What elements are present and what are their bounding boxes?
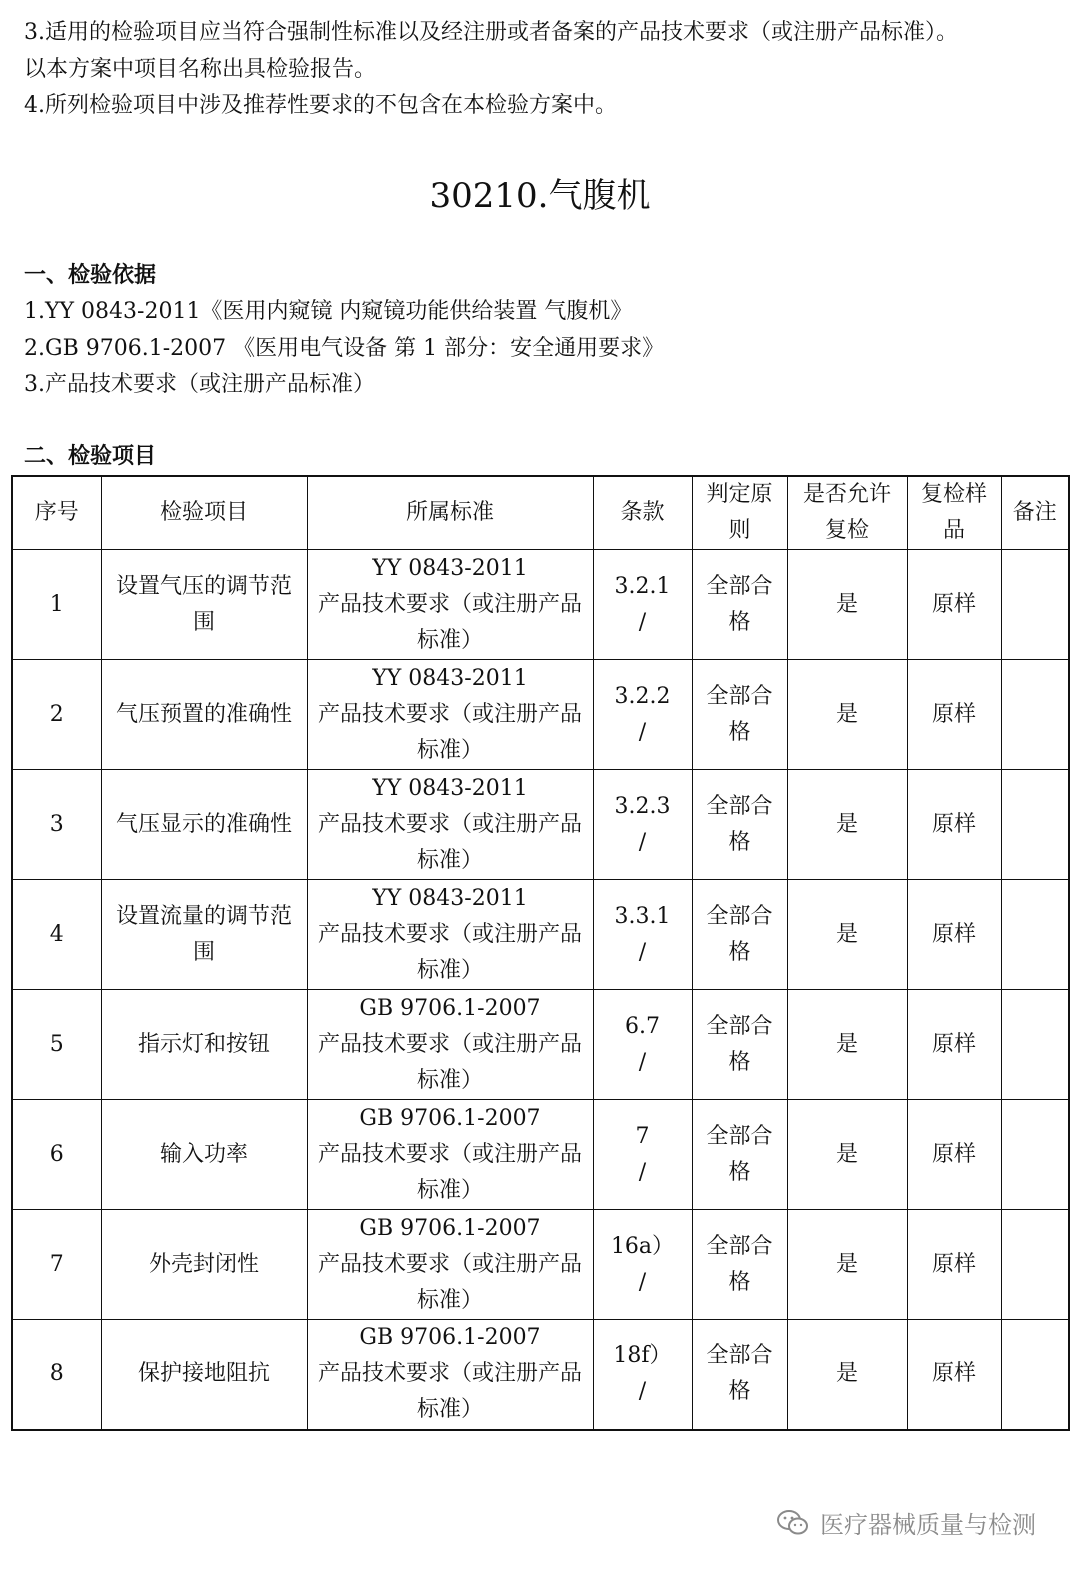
cell-no-text: 8 bbox=[49, 1361, 64, 1387]
header-recheck: 是否允许复检 bbox=[787, 476, 907, 550]
cell-recheck-text: 是 bbox=[835, 701, 858, 727]
cell-sample-text: 原样 bbox=[931, 1251, 976, 1277]
cell-item bbox=[101, 770, 307, 880]
basis-item-2: 2.GB 9706.1-2007 《医用电气设备 第 1 部分：安全通用要求》 bbox=[24, 336, 665, 361]
section-heading-basis: 一、检验依据 bbox=[24, 263, 157, 288]
cell-standard bbox=[307, 880, 593, 990]
cell-clause-text: 7 bbox=[635, 1123, 650, 1149]
cell-item-text: 外壳封闭性 bbox=[148, 1251, 259, 1277]
cell-standard bbox=[307, 1320, 593, 1430]
cell-recheck-text: 是 bbox=[835, 1251, 858, 1277]
cell-standard-text: GB 9706.1-2007 bbox=[359, 1105, 541, 1131]
cell-clause bbox=[593, 880, 692, 990]
cell-no bbox=[12, 1100, 101, 1210]
cell-item bbox=[101, 550, 307, 660]
cell-item bbox=[101, 990, 307, 1100]
cell-rule-text: 全部合格 bbox=[706, 1013, 773, 1075]
cell-clause-text: 3.2.1 bbox=[614, 573, 671, 599]
cell-standard-text: YY 0843-2011 bbox=[372, 885, 528, 911]
cell-sample bbox=[907, 1210, 1001, 1320]
cell-recheck-text: 是 bbox=[835, 591, 858, 617]
table-row bbox=[12, 1210, 1069, 1320]
cell-recheck-text: 是 bbox=[835, 811, 858, 837]
cell-note bbox=[1001, 550, 1069, 660]
header-standard: 所属标准 bbox=[307, 476, 593, 550]
cell-sample-text: 原样 bbox=[931, 1031, 976, 1057]
cell-no bbox=[12, 1210, 101, 1320]
header-rule: 判定原则 bbox=[692, 476, 787, 550]
cell-no bbox=[12, 770, 101, 880]
cell-no bbox=[12, 550, 101, 660]
cell-sample bbox=[907, 1100, 1001, 1210]
cell-rule bbox=[692, 770, 787, 880]
cell-rule bbox=[692, 990, 787, 1100]
cell-rule-text: 全部合格 bbox=[706, 793, 773, 855]
header-item: 检验项目 bbox=[101, 476, 307, 550]
cell-clause-text: 3.2.2 bbox=[614, 683, 671, 709]
cell-standard-text: GB 9706.1-2007 bbox=[359, 1325, 541, 1351]
inspection-table bbox=[11, 475, 1070, 1431]
cell-recheck bbox=[787, 880, 907, 990]
cell-sample-text: 原样 bbox=[931, 591, 976, 617]
cell-no bbox=[12, 1320, 101, 1430]
cell-clause-text: 3.2.3 bbox=[614, 793, 671, 819]
cell-sample bbox=[907, 990, 1001, 1100]
cell-item-text: 设置流量的调节范围 bbox=[115, 903, 292, 965]
cell-standard-text: 产品技术要求（或注册产品标准） bbox=[317, 921, 582, 983]
cell-item-text: 气压预置的准确性 bbox=[115, 701, 292, 727]
cell-clause bbox=[593, 550, 692, 660]
cell-recheck bbox=[787, 1320, 907, 1430]
cell-no-text: 5 bbox=[49, 1031, 64, 1057]
cell-recheck-text: 是 bbox=[835, 1141, 858, 1167]
watermark bbox=[776, 1505, 1036, 1540]
cell-sample bbox=[907, 550, 1001, 660]
cell-sample-text: 原样 bbox=[931, 701, 976, 727]
intro-line-1: 3.适用的检验项目应当符合强制性标准以及经注册或者备案的产品技术要求（或注册产品标准）。 bbox=[24, 20, 958, 45]
table-header-row bbox=[12, 476, 1069, 550]
cell-clause bbox=[593, 1210, 692, 1320]
cell-rule-text: 全部合格 bbox=[706, 573, 773, 635]
cell-clause bbox=[593, 660, 692, 770]
cell-standard bbox=[307, 990, 593, 1100]
cell-clause-text: 3.3.1 bbox=[614, 903, 671, 929]
cell-standard-text: YY 0843-2011 bbox=[372, 555, 528, 581]
cell-standard-text: 产品技术要求（或注册产品标准） bbox=[317, 1031, 582, 1093]
cell-clause bbox=[593, 1320, 692, 1430]
cell-rule-text: 全部合格 bbox=[706, 683, 773, 745]
cell-recheck bbox=[787, 770, 907, 880]
cell-item-text: 输入功率 bbox=[159, 1141, 248, 1167]
cell-item bbox=[101, 1100, 307, 1210]
cell-item-text: 气压显示的准确性 bbox=[115, 811, 292, 837]
cell-no-text: 3 bbox=[49, 811, 64, 837]
cell-clause-text: 18f） bbox=[613, 1343, 672, 1369]
cell-recheck-text: 是 bbox=[835, 1361, 858, 1387]
cell-recheck bbox=[787, 660, 907, 770]
header-clause: 条款 bbox=[593, 476, 692, 550]
cell-sample bbox=[907, 880, 1001, 990]
cell-rule bbox=[692, 880, 787, 990]
table-row bbox=[12, 990, 1069, 1100]
cell-no-text: 4 bbox=[49, 921, 64, 947]
wechat-icon bbox=[776, 1509, 810, 1537]
cell-recheck bbox=[787, 1100, 907, 1210]
section-heading-items: 二、检验项目 bbox=[24, 444, 157, 469]
cell-sample bbox=[907, 1320, 1001, 1430]
cell-recheck-text: 是 bbox=[835, 1031, 858, 1057]
cell-item bbox=[101, 1320, 307, 1430]
cell-no-text: 7 bbox=[49, 1251, 64, 1277]
cell-note bbox=[1001, 1100, 1069, 1210]
cell-no bbox=[12, 660, 101, 770]
cell-standard bbox=[307, 550, 593, 660]
cell-rule bbox=[692, 1210, 787, 1320]
cell-item-text: 设置气压的调节范围 bbox=[115, 573, 292, 635]
cell-no bbox=[12, 990, 101, 1100]
cell-clause-text: / bbox=[638, 1379, 647, 1405]
cell-rule-text: 全部合格 bbox=[706, 1123, 773, 1185]
table-row bbox=[12, 1100, 1069, 1210]
cell-clause-text: / bbox=[638, 939, 647, 965]
cell-clause bbox=[593, 770, 692, 880]
cell-recheck-text: 是 bbox=[835, 921, 858, 947]
cell-clause-text: / bbox=[638, 1159, 647, 1185]
cell-standard bbox=[307, 660, 593, 770]
cell-no-text: 1 bbox=[49, 591, 64, 617]
cell-standard-text: 产品技术要求（或注册产品标准） bbox=[317, 811, 582, 873]
cell-item bbox=[101, 880, 307, 990]
cell-note bbox=[1001, 1320, 1069, 1430]
cell-note bbox=[1001, 990, 1069, 1100]
cell-clause-text: / bbox=[638, 1049, 647, 1075]
intro-line-2: 以本方案中项目名称出具检验报告。 bbox=[24, 57, 377, 82]
cell-clause-text: / bbox=[638, 609, 647, 635]
table-row bbox=[12, 1320, 1069, 1430]
table-row bbox=[12, 770, 1069, 880]
cell-recheck bbox=[787, 990, 907, 1100]
cell-rule bbox=[692, 550, 787, 660]
cell-item bbox=[101, 660, 307, 770]
cell-rule bbox=[692, 1100, 787, 1210]
table-row bbox=[12, 660, 1069, 770]
cell-standard-text: GB 9706.1-2007 bbox=[359, 995, 541, 1021]
basis-item-1: 1.YY 0843-2011《医用内窥镜 内窥镜功能供给装置 气腹机》 bbox=[24, 299, 633, 324]
cell-standard-text: YY 0843-2011 bbox=[372, 775, 528, 801]
cell-clause bbox=[593, 1100, 692, 1210]
cell-standard bbox=[307, 1210, 593, 1320]
table-row bbox=[12, 880, 1069, 990]
cell-no-text: 2 bbox=[49, 701, 64, 727]
cell-rule-text: 全部合格 bbox=[706, 1233, 773, 1295]
cell-standard bbox=[307, 1100, 593, 1210]
cell-sample-text: 原样 bbox=[931, 1141, 976, 1167]
cell-standard-text: 产品技术要求（或注册产品标准） bbox=[317, 591, 582, 653]
cell-standard-text: 产品技术要求（或注册产品标准） bbox=[317, 1361, 582, 1423]
cell-sample bbox=[907, 770, 1001, 880]
cell-sample-text: 原样 bbox=[931, 1361, 976, 1387]
cell-no bbox=[12, 880, 101, 990]
cell-standard bbox=[307, 770, 593, 880]
header-sample: 复检样品 bbox=[907, 476, 1001, 550]
cell-clause-text: / bbox=[638, 1269, 647, 1295]
cell-clause-text: / bbox=[638, 829, 647, 855]
cell-recheck bbox=[787, 1210, 907, 1320]
cell-note bbox=[1001, 660, 1069, 770]
cell-note bbox=[1001, 1210, 1069, 1320]
cell-item-text: 指示灯和按钮 bbox=[137, 1031, 270, 1057]
page-title: 30210.气腹机 bbox=[429, 176, 651, 216]
cell-item-text: 保护接地阻抗 bbox=[137, 1361, 270, 1387]
cell-item bbox=[101, 1210, 307, 1320]
cell-sample bbox=[907, 660, 1001, 770]
cell-rule bbox=[692, 660, 787, 770]
cell-standard-text: GB 9706.1-2007 bbox=[359, 1215, 541, 1241]
cell-note bbox=[1001, 770, 1069, 880]
cell-clause-text: 16a） bbox=[610, 1233, 675, 1259]
cell-rule bbox=[692, 1320, 787, 1430]
table-row bbox=[12, 550, 1069, 660]
basis-item-3: 3.产品技术要求（或注册产品标准） bbox=[24, 372, 375, 397]
cell-standard-text: YY 0843-2011 bbox=[372, 665, 528, 691]
cell-rule-text: 全部合格 bbox=[706, 1343, 773, 1405]
cell-standard-text: 产品技术要求（或注册产品标准） bbox=[317, 1141, 582, 1203]
cell-note bbox=[1001, 880, 1069, 990]
cell-no-text: 6 bbox=[49, 1141, 64, 1167]
cell-clause-text: / bbox=[638, 719, 647, 745]
cell-standard-text: 产品技术要求（或注册产品标准） bbox=[317, 1251, 582, 1313]
watermark-text: 医疗器械质量与检测 bbox=[820, 1511, 1036, 1539]
header-no: 序号 bbox=[12, 476, 101, 550]
header-note: 备注 bbox=[1001, 476, 1069, 550]
cell-sample-text: 原样 bbox=[931, 811, 976, 837]
cell-clause-text: 6.7 bbox=[625, 1013, 660, 1039]
intro-line-3: 4.所列检验项目中涉及推荐性要求的不包含在本检验方案中。 bbox=[24, 93, 617, 118]
cell-standard-text: 产品技术要求（或注册产品标准） bbox=[317, 701, 582, 763]
cell-rule-text: 全部合格 bbox=[706, 903, 773, 965]
cell-sample-text: 原样 bbox=[931, 921, 976, 947]
cell-clause bbox=[593, 990, 692, 1100]
cell-recheck bbox=[787, 550, 907, 660]
